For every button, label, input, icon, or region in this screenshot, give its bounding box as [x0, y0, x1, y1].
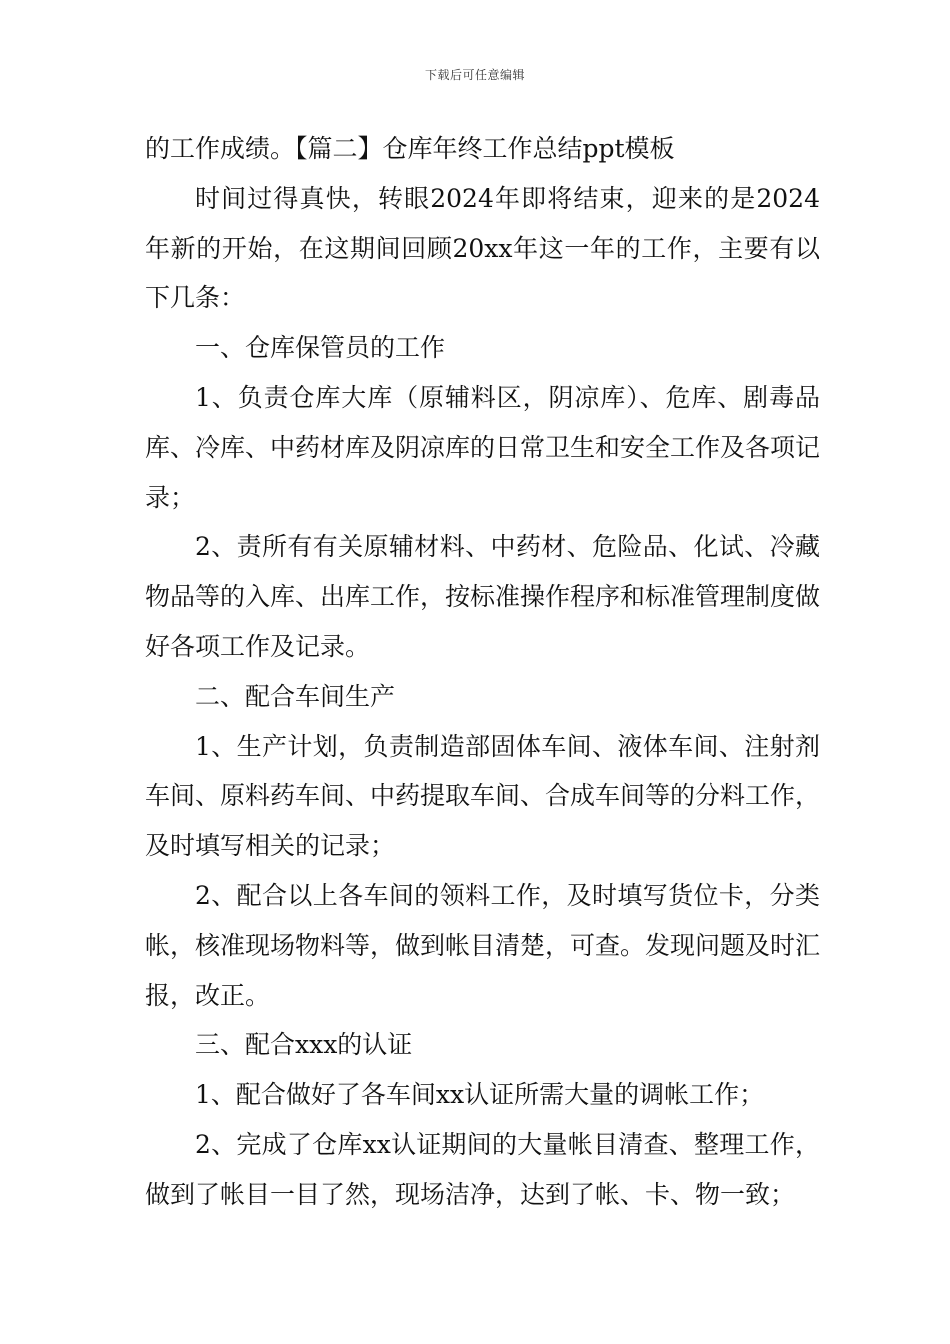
paragraph-1: 时间过得真快，转眼2024年即将结束，迎来的是2024年新的开始，在这期间回顾20xx年这一年的工作，主要有以下几条： [145, 183, 820, 313]
page-header-note: 下载后可任意编辑 [424, 68, 525, 82]
section-heading-3: 三、配合xxx的认证 [195, 1030, 413, 1060]
section-heading-2: 二、配合车间生产 [195, 681, 396, 711]
paragraph-9: 1、配合做好了各车间xx认证所需大量的调帐工作； [195, 1080, 765, 1110]
paragraph-6: 1、生产计划，负责制造部固体车间、液体车间、注射剂车间、原料药车间、中药提取车间、合成车间等的分料工作，及时填写相关的记录； [145, 731, 821, 861]
paragraph-10: 2、完成了仓库xx认证期间的大量帐目清查、整理工作，做到了帐目一目了然，现场洁净，达到了帐、卡、物一致； [145, 1129, 820, 1209]
section-heading-1: 一、仓库保管员的工作 [195, 333, 446, 363]
paragraph-3: 1、负责仓库大库（原辅料区，阴凉库）、危库、剧毒品库、冷库、中药材库及阴凉库的日常卫生和安全工作及各项记录； [145, 382, 821, 512]
document-body [145, 124, 820, 1220]
paragraph-0: 的工作成绩。【篇二】仓库年终工作总结ppt模板 [145, 134, 675, 163]
paragraph-7: 2、配合以上各车间的领料工作，及时填写货位卡，分类帐，核准现场物料等，做到帐目清楚，可查。发现问题及时汇报，改正。 [145, 880, 821, 1010]
paragraph-4: 2、责所有有关原辅材料、中药材、危险品、化试、冷藏物品等的入库、出库工作，按标准操作程序和标准管理制度做好各项工作及记录。 [145, 532, 821, 661]
